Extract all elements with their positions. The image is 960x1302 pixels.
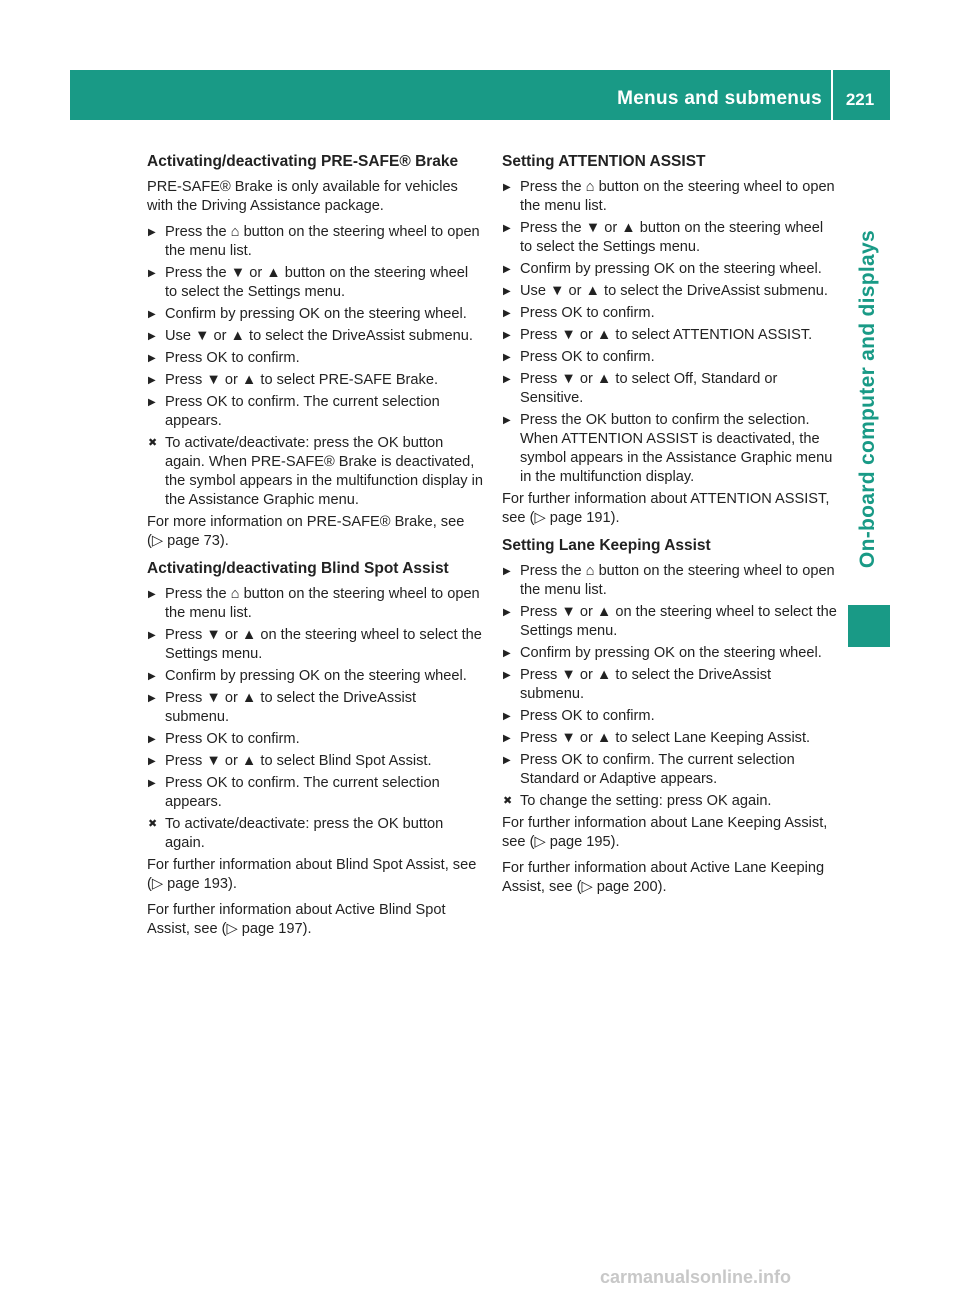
step: ▶ Confirm by pressing OK on the steering wheel. [147, 305, 483, 324]
step: ▶ Press OK to confirm. [502, 348, 838, 367]
step: ▶ Press OK to confirm. The current selection Standard or Adaptive appears. [502, 751, 838, 789]
step: ▶ Press ▼ or ▲ on the steering wheel to select the Settings menu. [502, 603, 838, 641]
info-text: For further information about Lane Keeping Assist, see (▷ page 195). [502, 815, 828, 850]
info-text: For more information on PRE-SAFE® Brake, see (▷ page 73). [147, 514, 465, 549]
step: ▶ Press ▼ or ▲ to select PRE-SAFE Brake. [147, 371, 483, 390]
header-divider [831, 70, 833, 120]
info-text: For further information about ATTENTION ASSIST, see (▷ page 191). [502, 491, 830, 526]
side-tab-title: On-board computer and displays [856, 230, 879, 569]
left-column [147, 152, 483, 946]
info-text: For further information about Active Lane Keeping Assist, see (▷ page 200). [502, 860, 825, 895]
step: ▶ Press the ⌂ button on the steering wheel to open the menu list. [147, 585, 483, 623]
header-title: Menus and submenus [617, 88, 822, 109]
step: ▶ Press OK to confirm. [502, 304, 838, 323]
step: ▶ Press OK to confirm. [147, 349, 483, 368]
section-intro-pre-safe: PRE-SAFE® Brake is only available for vehicles with the Driving Assistance package. [147, 179, 458, 214]
step: ▶ Confirm by pressing OK on the steering wheel. [502, 644, 838, 663]
section-title-blind-spot: Activating/deactivating Blind Spot Assist [147, 560, 449, 577]
step: ✖ To change the setting: press OK again. [502, 792, 838, 811]
right-column [502, 152, 838, 904]
info-text: For further information about Blind Spot Assist, see (▷ page 193). [147, 857, 477, 892]
step: ▶ Press ▼ or ▲ to select Off, Standard or Sensitive. [502, 370, 838, 408]
page-header [70, 70, 890, 120]
step: ▶ Press the OK button to confirm the selection. When ATTENTION ASSIST is deactivated, the symbol appears in the Assistance Graphic menu in the multifunction display. [502, 411, 838, 487]
step: ▶ Use ▼ or ▲ to select the DriveAssist submenu. [502, 282, 838, 301]
step: ▶ Press the ⌂ button on the steering wheel to open the menu list. [502, 178, 838, 216]
step: ▶ Press OK to confirm. [502, 707, 838, 726]
step: ▶ Confirm by pressing OK on the steering wheel. [147, 667, 483, 686]
step: ✖ To activate/deactivate: press the OK button again. [147, 815, 483, 853]
step: ▶ Press OK to confirm. The current selection appears. [147, 393, 483, 431]
step: ▶ Press OK to confirm. [147, 730, 483, 749]
step: ▶ Press ▼ or ▲ to select the DriveAssist submenu. [502, 666, 838, 704]
step: ▶ Press OK to confirm. The current selection appears. [147, 774, 483, 812]
step: ▶ Use ▼ or ▲ to select the DriveAssist submenu. [147, 327, 483, 346]
step: ▶ Press the ⌂ button on the steering wheel to open the menu list. [502, 562, 838, 600]
section-title-pre-safe: Activating/deactivating PRE-SAFE® Brake [147, 153, 459, 170]
step: ▶ Press the ▼ or ▲ button on the steering wheel to select the Settings menu. [502, 219, 838, 257]
step: ▶ Press ▼ or ▲ to select Lane Keeping Assist. [502, 729, 838, 748]
step: ▶ Press ▼ or ▲ on the steering wheel to select the Settings menu. [147, 626, 483, 664]
page-number: 221 [845, 90, 875, 109]
step: ▶ Confirm by pressing OK on the steering wheel. [502, 260, 838, 279]
section-title-lane-keeping: Setting Lane Keeping Assist [502, 537, 711, 554]
watermark: carmanualsonline.info [600, 1267, 792, 1287]
step: ▶ Press ▼ or ▲ to select Blind Spot Assist. [147, 752, 483, 771]
section-title-attention-assist: Setting ATTENTION ASSIST [502, 153, 706, 170]
step: ▶ Press ▼ or ▲ to select the DriveAssist submenu. [147, 689, 483, 727]
info-text: For further information about Active Blind Spot Assist, see (▷ page 197). [147, 902, 446, 937]
step: ▶ Press the ▼ or ▲ button on the steering wheel to select the Settings menu. [147, 264, 483, 302]
step: ▶ Press the ⌂ button on the steering wheel to open the menu list. [147, 223, 483, 261]
side-tab-marker [848, 605, 890, 647]
step: ▶ Press ▼ or ▲ to select ATTENTION ASSIST. [502, 326, 838, 345]
step: ✖ To activate/deactivate: press the OK button again. When PRE-SAFE® Brake is deactivated, the symbol appears in the multifunction display in the Assistance Graphic menu. [147, 434, 483, 510]
